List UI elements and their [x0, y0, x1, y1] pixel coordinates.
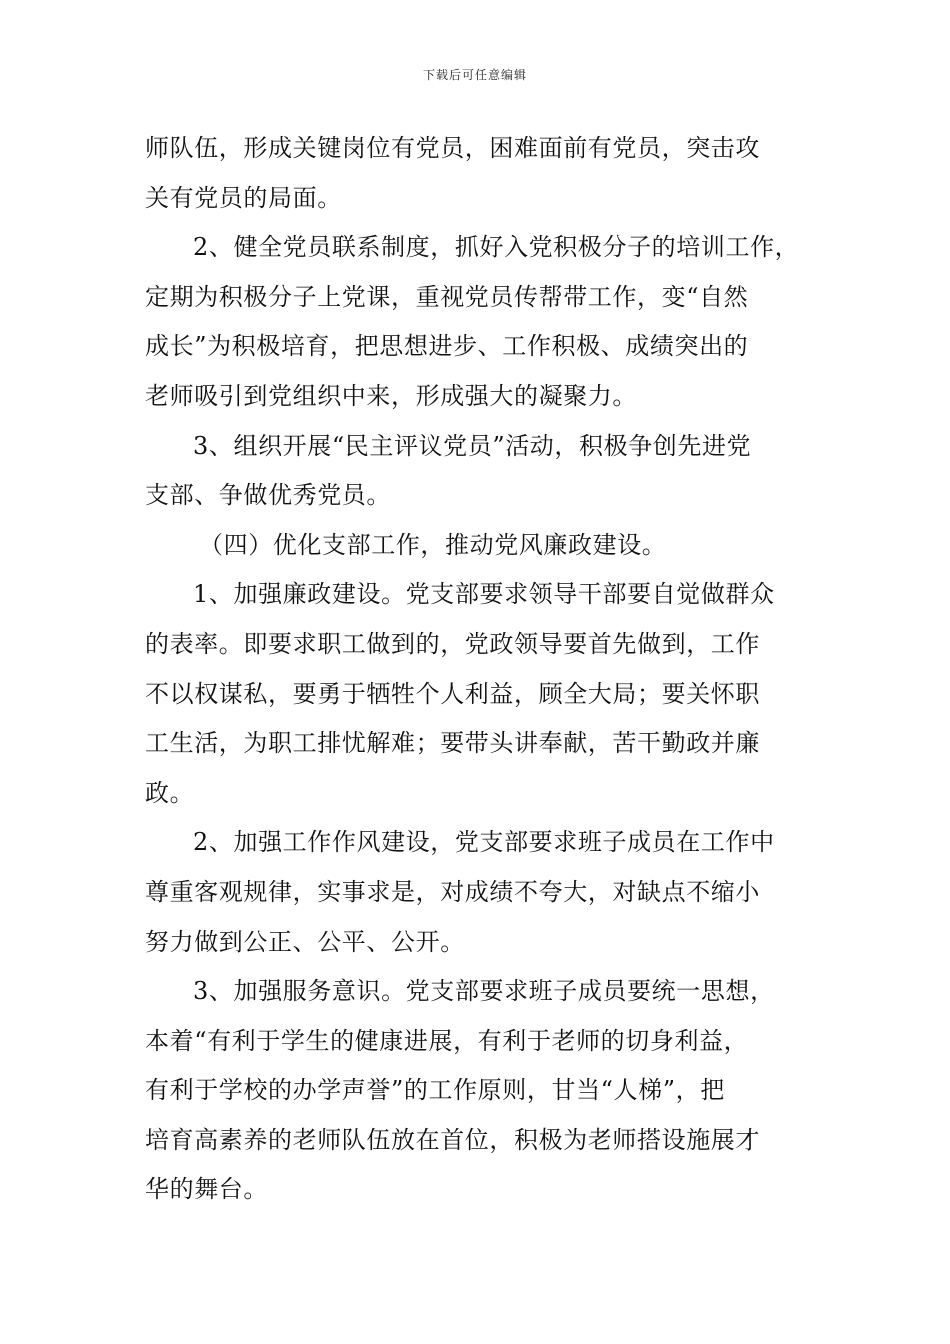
- section-heading: （四）优化支部工作，推动党风廉政建设。: [199, 530, 667, 559]
- text-line: 努力做到公正、公平、公开。: [145, 927, 465, 956]
- text-line: 有利于学校的办学声誉”的工作原则，甘当“人梯”，把: [145, 1076, 725, 1105]
- text-line: 支部、争做优秀党员。: [145, 481, 391, 510]
- document-body: [145, 124, 817, 1215]
- page-header-note: 下载后可任意编辑: [422, 68, 527, 82]
- text-line: 尊重客观规律，实事求是，对成绩不夸大，对缺点不缩小: [145, 877, 760, 906]
- text-line: 关有党员的局面。: [145, 183, 342, 212]
- text-line: 3、组织开展“民主评议党员”活动，积极争创先进党: [193, 431, 752, 460]
- text-line: 2、加强工作作风建设，党支部要求班子成员在工作中: [193, 828, 775, 857]
- text-line: 3、加强服务意识。党支部要求班子成员要统一思想，: [193, 977, 775, 1006]
- text-line: 华的舞台。: [145, 1175, 268, 1204]
- text-line: 本着“有利于学生的健康进展，有利于老师的切身利益，: [145, 1026, 749, 1055]
- text-line: 老师吸引到党组织中来，形成强大的凝聚力。: [145, 381, 637, 410]
- text-line: 培育高素养的老师队伍放在首位，积极为老师搭设施展才: [145, 1125, 760, 1154]
- text-line: 工生活，为职工排忧解难；要带头讲奉献，苦干勤政并廉: [145, 729, 760, 758]
- text-line: 师队伍，形成关键岗位有党员，困难面前有党员，突击攻: [145, 134, 760, 162]
- text-line: 不以权谋私，要勇于牺牲个人利益，顾全大局；要关怀职: [145, 679, 760, 708]
- text-line: 1、加强廉政建设。党支部要求领导干部要自觉做群众: [193, 580, 775, 609]
- text-line: 成长”为积极培育，把思想进步、工作积极、成绩突出的: [145, 332, 749, 361]
- text-line: 的表率。即要求职工做到的，党政领导要首先做到，工作: [145, 629, 760, 658]
- text-line: 2、健全党员联系制度，抓好入党积极分子的培训工作，: [193, 233, 800, 262]
- text-line: 政。: [145, 778, 195, 807]
- text-line: 定期为积极分子上党课，重视党员传帮带工作，变“自然: [145, 282, 749, 311]
